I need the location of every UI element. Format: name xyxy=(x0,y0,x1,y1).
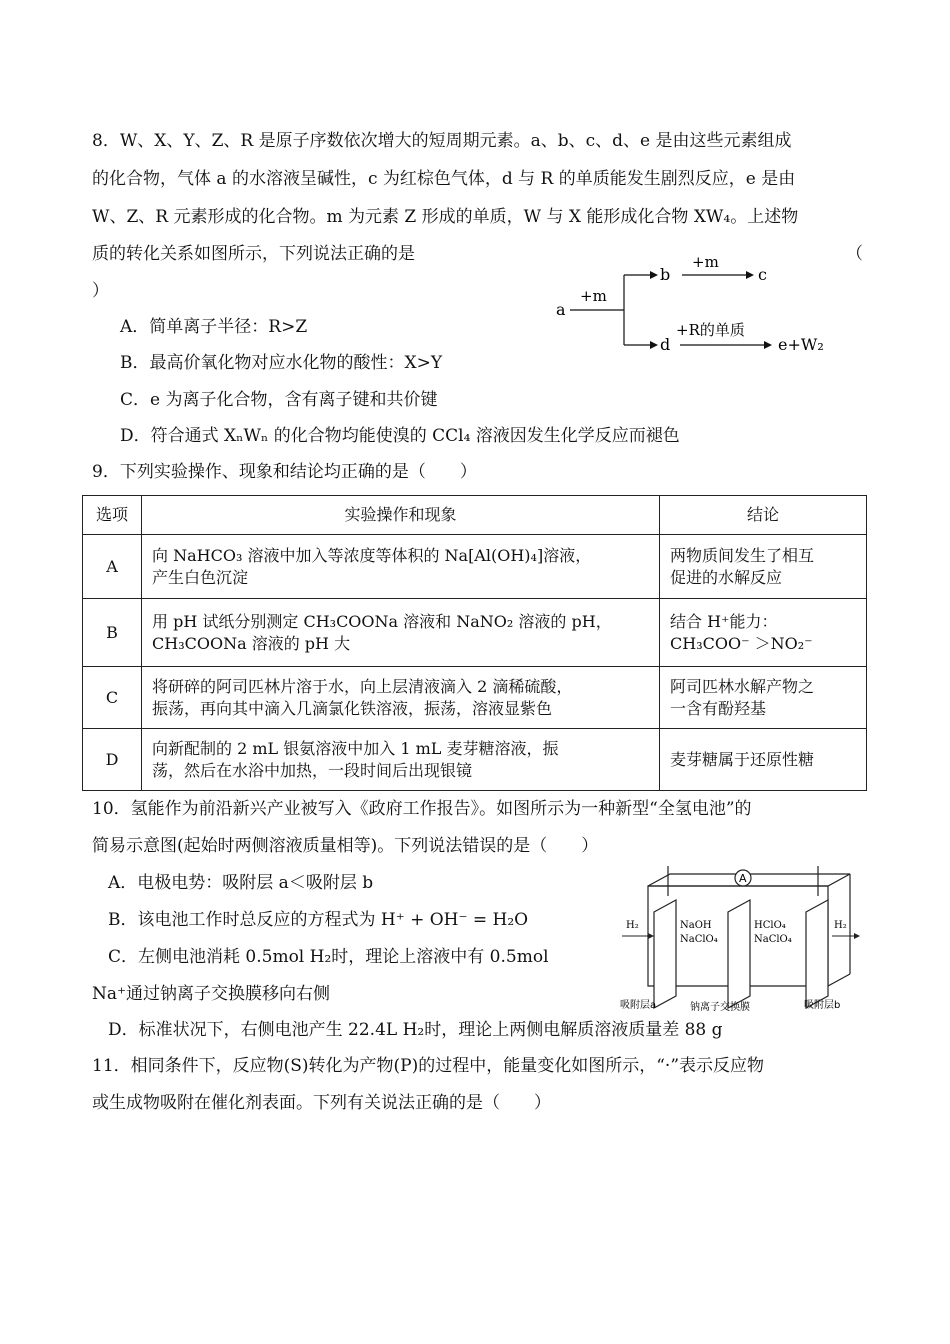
table-row xyxy=(83,667,867,729)
q10-line-1: 10．氢能作为前沿新兴产业被写入《政府工作报告》。如图所示为一种新型“全氢电池”的 xyxy=(92,799,752,819)
cell-bottom-right-edge xyxy=(828,974,850,986)
row-operation: 将研碎的阿司匹林片溶于水，向上层清液滴入 2 滴稀硫酸， 振荡，再向其中滴入几滴氯化铁溶液，振荡，溶液显紫色 xyxy=(142,667,660,729)
header-option: 选项 xyxy=(83,496,142,535)
row-operation: 向新配制的 2 mL 银氨溶液中加入 1 mL 麦芽糖溶液，振 荡，然后在水浴中加热，一段时间后出现银镜 xyxy=(142,729,660,791)
row-conclusion: 两物质间发生了相互 促进的水解反应 xyxy=(660,535,867,599)
node-d: d xyxy=(660,335,671,354)
label-r: +R的单质 xyxy=(676,321,745,339)
sodium-exchange-membrane xyxy=(728,900,750,1008)
arrow-head-c xyxy=(746,271,754,279)
row-operation: 向 NaHCO₃ 溶液中加入等浓度等体积的 Na[Al(OH)₄]溶液， 产生白色沉淀 xyxy=(142,535,660,599)
right-solution-1: HClO₄ xyxy=(754,920,786,931)
q8-paren-open: （ xyxy=(846,244,863,264)
row-conclusion: 结合 H⁺能力： CH₃COO⁻ ＞NO₂⁻ xyxy=(660,599,867,667)
label-m1: +m xyxy=(580,287,607,305)
adsorption-layer-b xyxy=(806,900,828,1008)
q8-reaction-diagram xyxy=(550,255,850,365)
node-a: a xyxy=(556,300,566,319)
q10-line-2: 简易示意图(起始时两侧溶液质量相等)。下列说法错误的是（ ） xyxy=(92,836,599,856)
header-operation: 实验操作和现象 xyxy=(142,496,660,535)
q9-stem: 9．下列实验操作、现象和结论均正确的是（ ） xyxy=(92,462,477,482)
adsorption-layer-a xyxy=(654,900,676,1008)
header-conclusion: 结论 xyxy=(660,496,867,535)
q8-option-b: B．最高价氧化物对应水化物的酸性：X>Y xyxy=(120,353,443,373)
row-conclusion: 阿司匹林水解产物之 一含有酚羟基 xyxy=(660,667,867,729)
h2-right-label: H₂ xyxy=(834,920,847,931)
node-e: e+W₂ xyxy=(778,335,824,354)
q8-line-2: 的化合物，气体 a 的水溶液呈碱性，c 为红棕色气体，d 与 R 的单质能发生剧烈反应，e 是由 xyxy=(92,169,796,189)
q10-option-b: B．该电池工作时总反应的方程式为 H⁺ + OH⁻ = H₂O xyxy=(108,910,529,930)
right-solution-2: NaClO₄ xyxy=(754,934,792,945)
table-row xyxy=(83,599,867,667)
left-solution-1: NaOH xyxy=(680,920,712,931)
table-row xyxy=(83,729,867,791)
q8-paren-close: ） xyxy=(92,281,109,301)
q8-line-4: 质的转化关系如图所示，下列说法正确的是 xyxy=(92,244,415,264)
hydrogen-battery-diagram xyxy=(618,866,863,1016)
label-layer-a: 吸附层a xyxy=(620,1000,657,1011)
row-option: B xyxy=(83,599,142,667)
arrow-head-e xyxy=(764,341,772,349)
arrow-head-b xyxy=(650,271,658,279)
q8-line-1: 8．W、X、Y、Z、R 是原子序数依次增大的短周期元素。a、b、c、d、e 是由这些元素组成 xyxy=(92,131,792,151)
q10-option-a: A．电极电势：吸附层 a＜吸附层 b xyxy=(108,873,374,893)
q11-line-2: 或生成物吸附在催化剂表面。下列有关说法正确的是（ ） xyxy=(92,1093,551,1113)
node-c: c xyxy=(758,265,767,284)
q10-option-c-continued: Na⁺通过钠离子交换膜移向右侧 xyxy=(92,984,330,1004)
table-header-row xyxy=(83,496,867,535)
q8-option-a: A．简单离子半径：R>Z xyxy=(120,317,308,337)
h2-out-arrow-head xyxy=(854,933,860,939)
q8-option-d: D．符合通式 XₙWₙ 的化合物均能使溴的 CCl₄ 溶液因发生化学反应而褪色 xyxy=(120,426,680,446)
table-row xyxy=(83,535,867,599)
q8-option-c: C．e 为离子化合物，含有离子键和共价键 xyxy=(120,390,438,410)
row-option: A xyxy=(83,535,142,599)
q8-line-3: W、Z、R 元素形成的化合物。m 为元素 Z 形成的单质，W 与 X 能形成化合物 XW₄。上述物 xyxy=(92,207,799,227)
experiment-table xyxy=(82,495,867,791)
h2-in-arrow-head xyxy=(648,933,654,939)
h2-left-label: H₂ xyxy=(626,920,639,931)
ammeter-label: A xyxy=(739,872,747,885)
q10-option-c: C．左侧电池消耗 0.5mol H₂时，理论上溶液中有 0.5mol xyxy=(108,947,549,967)
arrow-head-d xyxy=(650,341,658,349)
label-layer-b: 吸附层b xyxy=(804,1000,841,1011)
left-solution-2: NaClO₄ xyxy=(680,934,718,945)
row-option: C xyxy=(83,667,142,729)
row-operation: 用 pH 试纸分别测定 CH₃COONa 溶液和 NaNO₂ 溶液的 pH， CH₃COONa 溶液的 pH 大 xyxy=(142,599,660,667)
row-option: D xyxy=(83,729,142,791)
row-conclusion: 麦芽糖属于还原性糖 xyxy=(660,729,867,791)
q11-line-1: 11．相同条件下，反应物(S)转化为产物(P)的过程中，能量变化如图所示，“·”表示反应物 xyxy=(92,1056,765,1076)
label-membrane: 钠离子交换膜 xyxy=(690,1002,750,1013)
node-b: b xyxy=(660,265,671,284)
label-m2: +m xyxy=(692,255,719,271)
q10-option-d: D．标准状况下，右侧电池产生 22.4L H₂时，理论上两侧电解质溶液质量差 88 g xyxy=(108,1020,723,1040)
